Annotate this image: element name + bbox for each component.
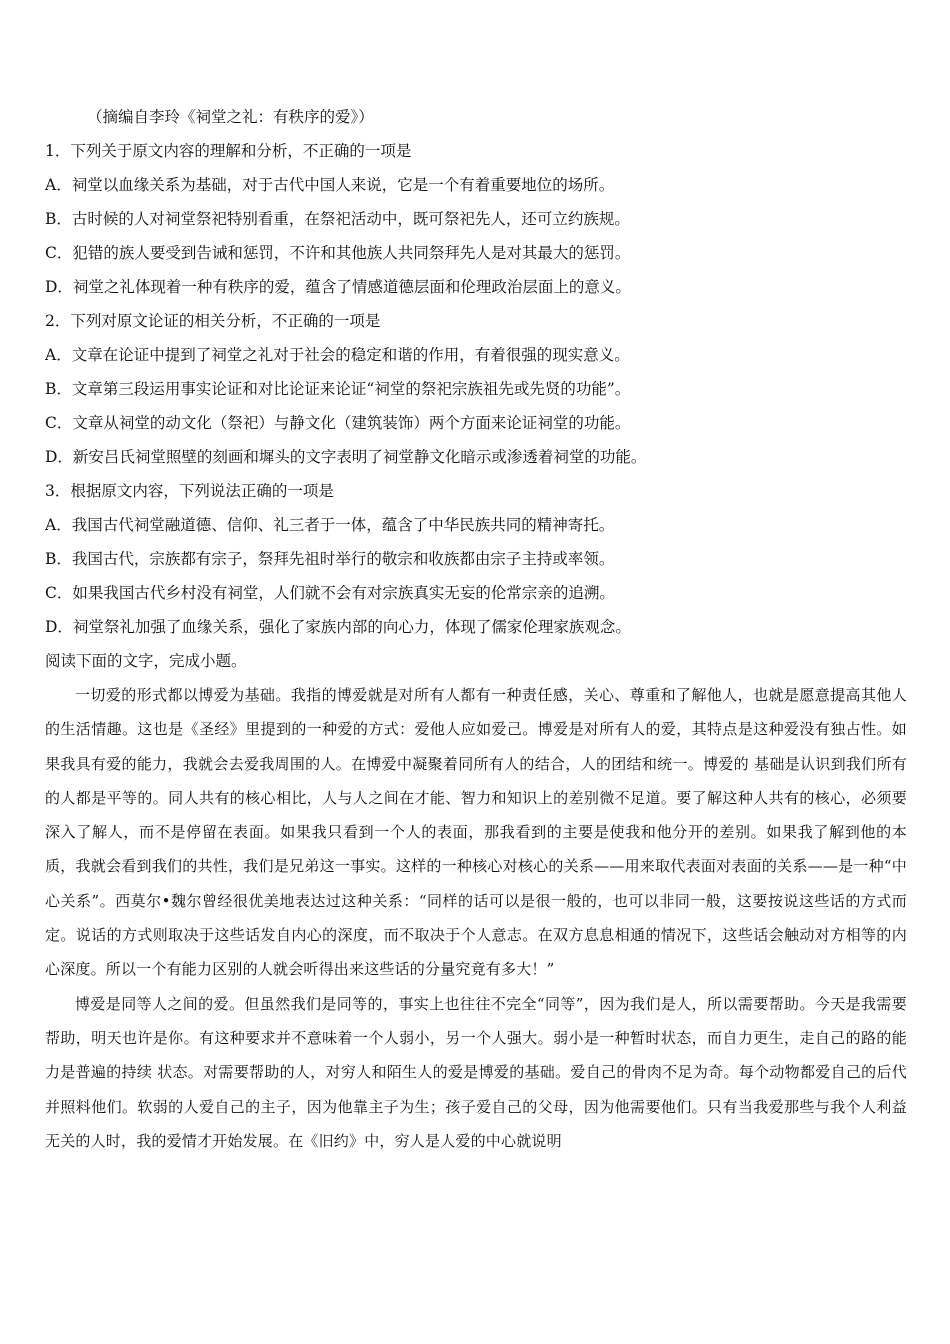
question-3 [45, 474, 907, 644]
document-page [45, 100, 907, 1158]
option-a: A．文章在论证中提到了祠堂之礼对于社会的稳定和谐的作用，有着很强的现实意义。 [45, 346, 630, 364]
option-a: A．祠堂以血缘关系为基础，对于古代中国人来说，它是一个有着重要地位的场所。 [45, 176, 615, 194]
reading-instruction: 阅读下面的文字，完成小题。 [45, 652, 247, 670]
option-b: B．文章第三段运用事实论证和对比论证来论证“祠堂的祭祀宗族祖先或先贤的功能”。 [45, 380, 631, 398]
question-stem: 2．下列对原文论证的相关分析，不正确的一项是 [45, 312, 381, 330]
question-1 [45, 134, 907, 304]
option-b: B．我国古代，宗族都有宗子，祭拜先祖时举行的敬宗和收族都由宗子主持或率领。 [45, 550, 615, 568]
option-a: A．我国古代祠堂融道德、信仰、礼三者于一体，蕴含了中华民族共同的精神寄托。 [45, 516, 615, 534]
option-d: D．祠堂之礼体现着一种有秩序的爱，蕴含了情感道德层面和伦理政治层面上的意义。 [45, 278, 631, 296]
source-citation: （摘编自李玲《祠堂之礼：有秩序的爱》） [87, 108, 374, 126]
passage-paragraph-2: 博爱是同等人之间的爱。但虽然我们是同等的，事实上也往往不完全“同等”，因为我们是人，所以需要帮助。今天是我需要帮助，明天也许是你。有这种要求并不意味着一个人弱小，另一个人强大。弱小是一种暂时状态，而自力更生，走自己的路的能力是普遍的持续 状态。对需要帮助的人，对穷人和陌生人的爱是博爱的基础。爱自己的骨肉不足为奇。每个动物都爱自己的后代并照料他们。软弱的人爱自己的主子，因为他靠主子为生；孩子爱自己的父母，因为他需要他们。只有当我爱那些与我个人利益无关的人时，我的爱情才开始发展。在《旧约》中，穷人是人爱的中心就说明 [45, 994, 907, 1150]
option-c: C．犯错的族人要受到告诫和惩罚，不许和其他族人共同祭拜先人是对其最大的惩罚。 [45, 244, 631, 262]
option-c: C．如果我国古代乡村没有祠堂，人们就不会有对宗族真实无妄的伦常宗亲的追溯。 [45, 584, 615, 602]
option-d: D．新安吕氏祠堂照壁的刻画和墀头的文字表明了祠堂静文化暗示或渗透着祠堂的功能。 [45, 448, 647, 466]
question-stem: 1．下列关于原文内容的理解和分析，不正确的一项是 [45, 142, 412, 160]
option-c: C．文章从祠堂的动文化（祭祀）与静文化（建筑装饰）两个方面来论证祠堂的功能。 [45, 414, 631, 432]
option-b: B．古时候的人对祠堂祭祀特别看重，在祭祀活动中，既可祭祀先人，还可立约族规。 [45, 210, 630, 228]
question-2 [45, 304, 907, 474]
passage-paragraph-1: 一切爱的形式都以博爱为基础。我指的博爱就是对所有人都有一种责任感，关心、尊重和了解他人，也就是愿意提高其他人的生活情趣。这也是《圣经》里提到的一种爱的方式：爱他人应如爱己。博爱是对所有人的爱，其特点是这种爱没有独占性。如果我具有爱的能力，我就会去爱我周围的人。在博爱中凝聚着同所有人的结合，人的团结和统一。博爱的 基础是认识到我们所有的人都是平等的。同人共有的核心相比，人与人之间在才能、智力和知识上的差别微不足道。要了解这种人共有的核心，必须要深入了解人，而不是停留在表面。如果我只看到一个人的表面，那我看到的主要是使我和他分开的差别。如果我了解到他的本质，我就会看到我们的共性，我们是兄弟这一事实。这样的一种核心对核心的关系——用来取代表面对表面的关系——是一种“中心关系”。西莫尔•魏尔曾经很优美地表达过这种关系：“同样的话可以是很一般的，也可以非同一般，这要按说这些话的方式而定。说话的方式则取决于这些话发自内心的深度，而不取决于个人意志。在双方息息相通的情况下，这些话会触动对方相等的内心深度。所以一个有能力区别的人就会听得出来这些话的分量究竟有多大！” [45, 686, 907, 979]
option-d: D．祠堂祭礼加强了血缘关系，强化了家族内部的向心力，体现了儒家伦理家族观念。 [45, 618, 631, 636]
question-stem: 3．根据原文内容，下列说法正确的一项是 [45, 482, 334, 500]
